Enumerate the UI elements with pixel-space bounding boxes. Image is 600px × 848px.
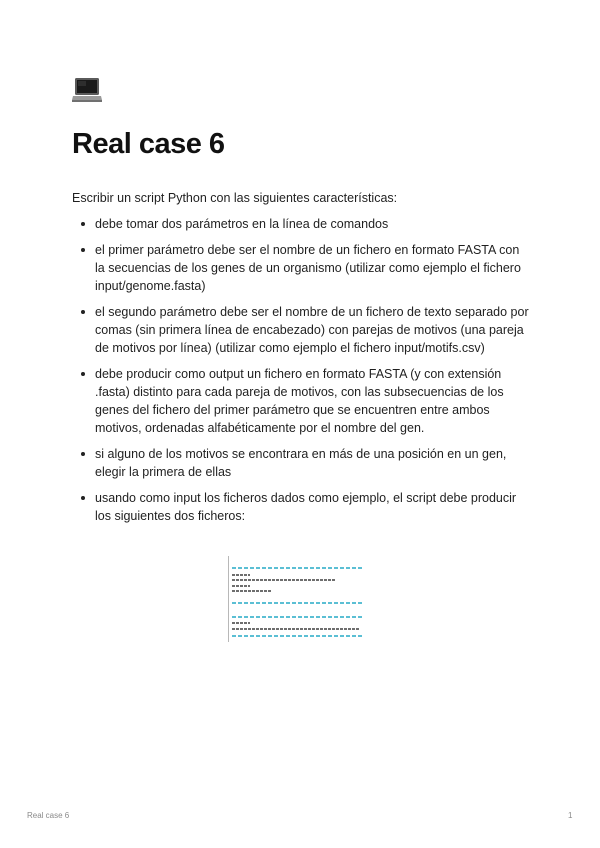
separator-line (232, 602, 364, 604)
list-item: el primer parámetro debe ser el nombre de un fichero en formato FASTA con la secuencias de los genes de un organismo (utilizar como ejemplo el fichero input/genome.fasta) (79, 241, 529, 295)
sequence-header (232, 622, 250, 624)
separator-line (232, 567, 364, 569)
page-title: Real case 6 (72, 128, 225, 160)
list-item: usando como input los ficheros dados como ejemplo, el script debe producir los siguientes dos ficheros: (79, 489, 529, 525)
list-item: debe producir como output un fichero en formato FASTA (y con extensión .fasta) distinto para cada pareja de motivos, con las subsecuencias de los genes del fichero del primer parámetro que se encuentren entre ambos motivos, ordenadas alfabéticamente por el nombre del gen. (79, 365, 529, 437)
output-files-image (228, 556, 368, 642)
sequence-line (232, 579, 336, 581)
laptop-icon (72, 78, 102, 118)
list-item: debe tomar dos parámetros en la línea de comandos (79, 215, 529, 233)
separator-line (232, 616, 364, 618)
list-item: si alguno de los motivos se encontrara en más de una posición en un gen, elegir la primera de ellas (79, 445, 529, 481)
requirements-list (79, 215, 529, 533)
sequence-header (232, 574, 250, 576)
list-item: el segundo parámetro debe ser el nombre de un fichero de texto separado por comas (sin primera línea de encabezado) con parejas de motivos (una pareja de motivos por línea) (utilizar como ejemplo el fichero input/motifs.csv) (79, 303, 529, 357)
sequence-line (232, 628, 360, 630)
sequence-header (232, 585, 250, 587)
page-number: 1 (568, 811, 573, 820)
sequence-line (232, 590, 272, 592)
footer-title: Real case 6 (27, 811, 70, 820)
intro-paragraph: Escribir un script Python con las siguientes características: (72, 191, 398, 205)
separator-line (232, 635, 364, 637)
